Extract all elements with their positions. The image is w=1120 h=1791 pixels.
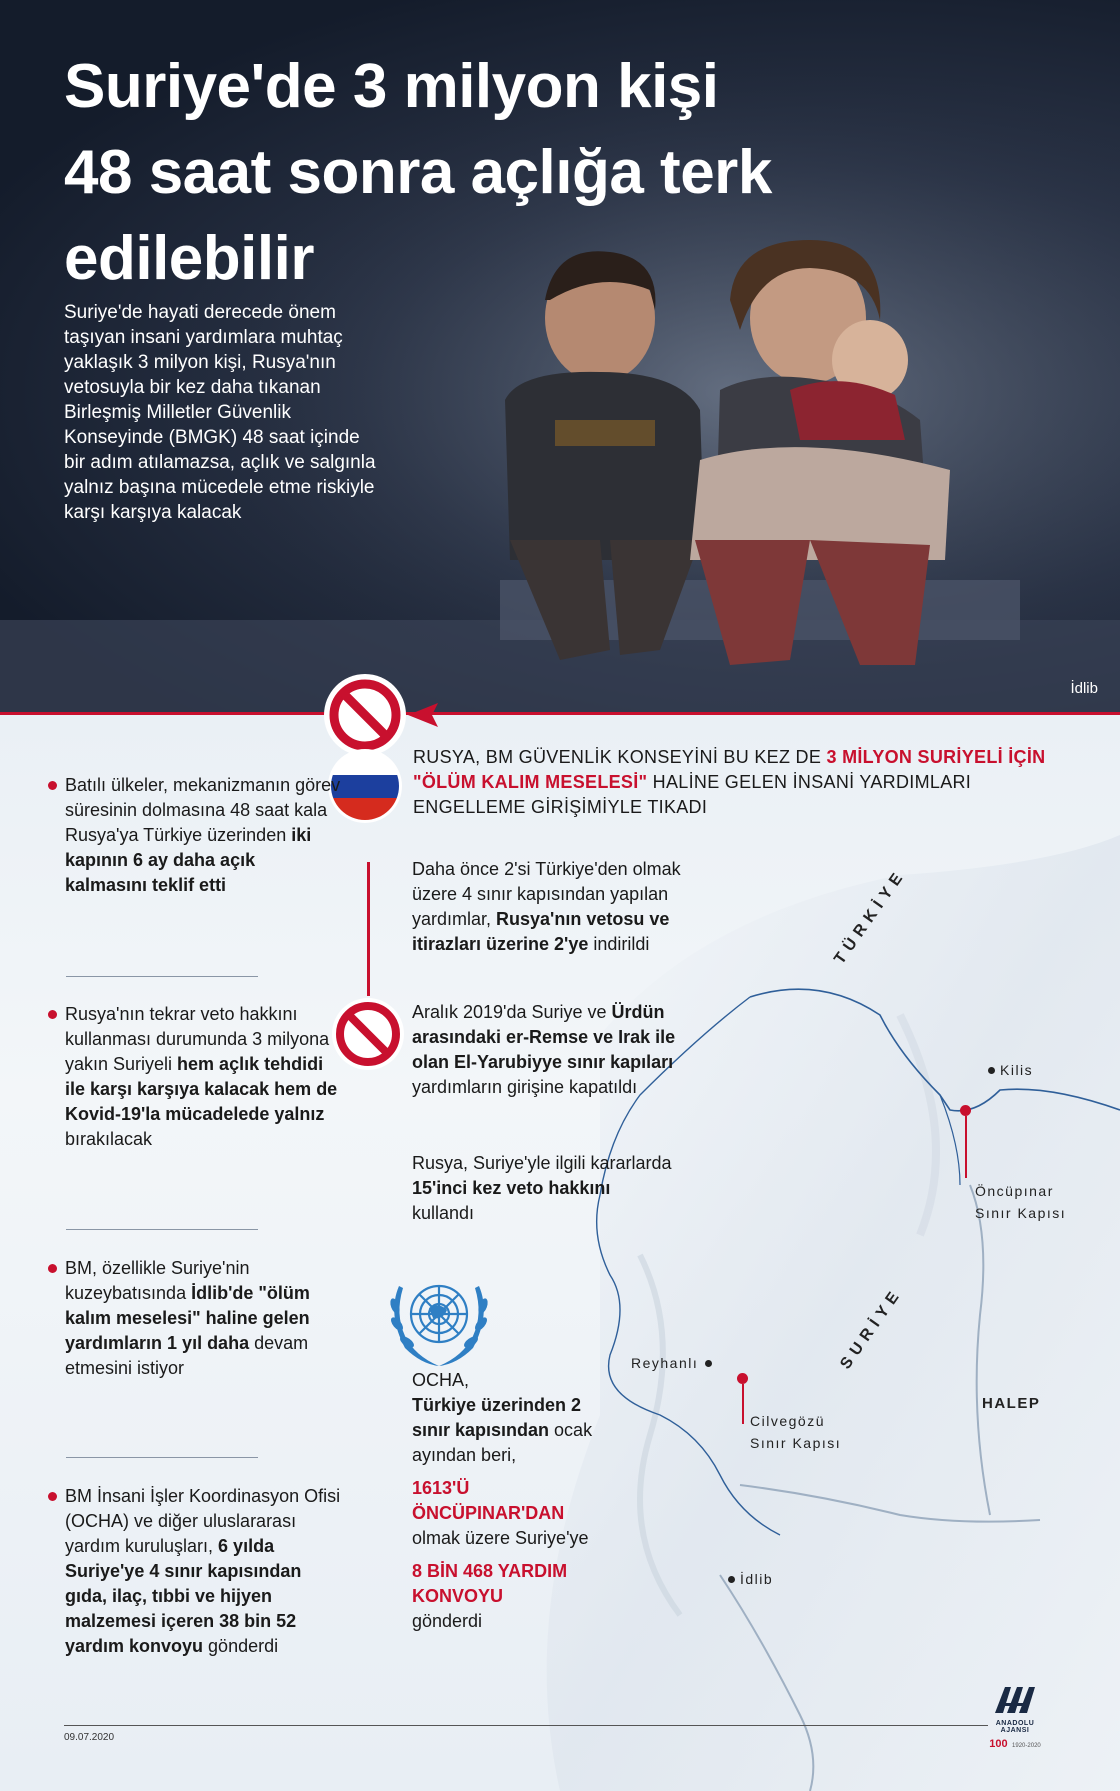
- left-bullet-1: Batılı ülkeler, mekanizmanın görev süresinin dolmasına 48 saat kala Rusya'ya Türkiye üzerinden iki kapının 6 ay daha açık kalmasını teklif etti: [48, 773, 341, 898]
- bullet-dot-icon: [48, 1492, 57, 1501]
- bullet-dot-icon: [48, 1264, 57, 1273]
- map-label-halep: HALEP: [982, 1395, 1041, 1412]
- title-line-2: 48 saat sonra açlığa terk: [64, 138, 772, 207]
- border-gate-marker-icon: [960, 1105, 971, 1116]
- agency-logo: ANADOLU AJANSI 100 1920-2020: [985, 1685, 1045, 1752]
- map-label-idlib: İdlib: [740, 1571, 774, 1587]
- bullet-dot-icon: [48, 1010, 57, 1019]
- aa-logo-icon: [993, 1685, 1037, 1715]
- fact-block-2: Aralık 2019'da Suriye ve Ürdün arasındaki er-Remse ve Irak ile olan El-Yarubiyye sınır kapıları yardımların girişine kapatıldı: [412, 1002, 676, 1097]
- separator: [66, 1457, 258, 1458]
- lead-paragraph: Suriye'de hayati derecede önem taşıyan insani yardımlara muhtaç yaklaşık 3 milyon kişi, Rusya'nın vetosuyla bir kez daha tıkanan Birleşmiş Milletler Güvenlik Konseyinde (BMGK) 48 saat içinde bir adım atılamazsa, açlık ve salgınla yalnız başına mücedele etme riskiyle karşı karşıya kalacak: [64, 302, 376, 523]
- hero-section: [0, 0, 1120, 712]
- un-emblem-icon: [381, 1266, 497, 1370]
- separator: [66, 976, 258, 977]
- timeline-line: [367, 862, 370, 996]
- arrow-icon: [408, 703, 444, 727]
- headline-text: HALİNE GELEN İNSANİ YARDIMLARI ENGELLEME GİRİŞİMİYLE TIKADI: [413, 772, 972, 817]
- map-label-reyhanli: Reyhanlı: [631, 1355, 699, 1371]
- map-label-cilvegozu: Cilvegözü Sınır Kapısı: [750, 1413, 842, 1451]
- border-gate-marker-icon: [737, 1373, 748, 1384]
- ocha-highlight-1: 1613'Ü ÖNCÜPINAR'DAN: [412, 1478, 565, 1523]
- map-label-kilis: Kilis: [1000, 1062, 1034, 1078]
- fact-block-3: Rusya, Suriye'yle ilgili kararlarda 15'inci kez veto hakkını kullandı: [412, 1153, 672, 1223]
- left-bullet-3: BM, özellikle Suriye'nin kuzeybatısında İdlib'de "ölüm kalım meselesi" haline gelen yardımların 1 yıl daha devam etmesini istiyor: [48, 1256, 341, 1381]
- map-label-turkiye: TÜRKİYE: [831, 865, 910, 968]
- publish-date: 09.07.2020: [64, 1732, 115, 1743]
- left-bullet-2: Rusya'nın tekrar veto hakkını kullanması durumunda 3 milyona yakın Suriyeli hem açlık tehdidi ile karşı karşıya kalacak hem de Kovid-19'la mücadelede yalnız bırakılacak: [48, 1002, 341, 1152]
- marker-stem: [965, 1116, 967, 1178]
- page-title: [64, 44, 924, 302]
- ocha-highlight-2: 8 BİN 468 YARDIM KONVOYU: [412, 1561, 568, 1606]
- city-marker-icon: [728, 1576, 735, 1583]
- headline-statement: [413, 745, 1053, 820]
- footer-rule: [64, 1725, 988, 1726]
- left-bullet-4: BM İnsani İşler Koordinasyon Ofisi (OCHA) ve diğer uluslararası yardım kuruluşları, 6 yılda Suriye'ye 4 sınır kapısından gıda, ilaç, tıbbi ve hijyen malzemesi içeren 38 bin 52 yardım konvoyu gönderdi: [48, 1484, 341, 1659]
- map-label-oncupinar: Öncüpınar Sınır Kapısı: [975, 1183, 1067, 1221]
- fact-block-1: Daha önce 2'si Türkiye'den olmak üzere 4 sınır kapısından yapılan yardımlar, Rusya'nın vetosu ve itirazları üzerine 2'ye indirildi: [412, 859, 681, 954]
- headline-text: RUSYA, BM GÜVENLİK KONSEYİNİ BU KEZ DE: [413, 747, 827, 767]
- city-marker-icon: [705, 1360, 712, 1367]
- city-marker-icon: [988, 1067, 995, 1074]
- prohibition-icon: [322, 672, 408, 758]
- ocha-block: OCHA, Türkiye üzerinden 2 sınır kapısından ocak ayından beri, 1613'Ü ÖNCÜPINAR'DAN olmak üzere Suriye'ye 8 BİN 468 YARDIM KONVOYU gönderdi: [412, 1370, 593, 1631]
- photo-caption: İdlib: [1070, 680, 1098, 697]
- separator: [66, 1229, 258, 1230]
- headline-highlight: 3 MİLYON SURİYELİ İÇİN "ÖLÜM KALIM MESELESİ": [413, 747, 1046, 792]
- bullet-dot-icon: [48, 781, 57, 790]
- map-label-suriye: SURİYE: [837, 1284, 907, 1373]
- title-line-3: edilebilir: [64, 224, 314, 293]
- prohibition-icon: [330, 996, 406, 1072]
- title-line-1: Suriye'de 3 milyon kişi: [64, 52, 719, 121]
- marker-stem: [742, 1384, 744, 1424]
- terrain-shading: [547, 835, 1120, 1791]
